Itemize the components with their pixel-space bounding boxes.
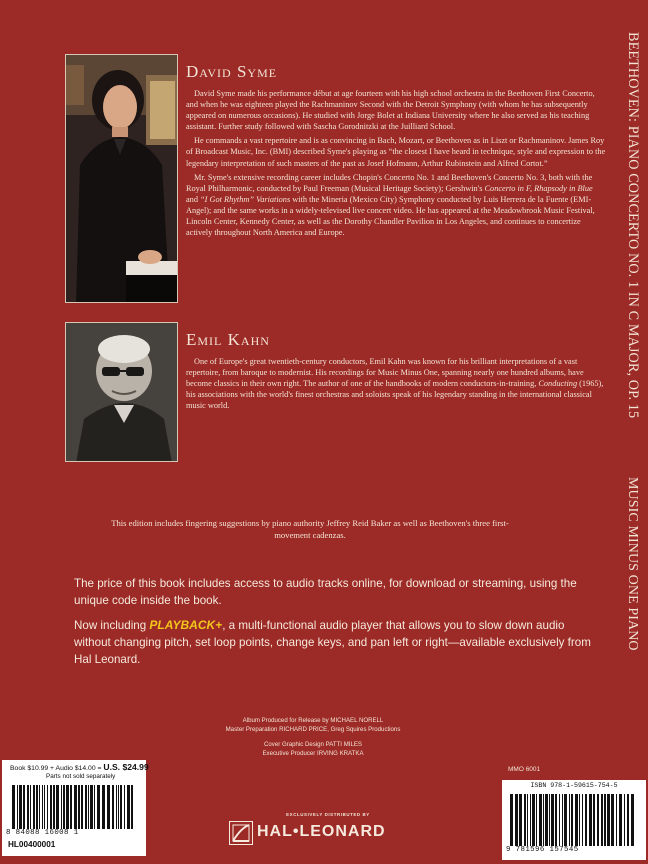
emil-kahn-name: Emil Kahn [186,330,270,349]
barcode-bar [56,785,59,829]
barcode-bar [527,794,528,846]
price-breakdown: Book $10.99 + Audio $14.00 = [10,765,104,772]
barcode-bar [607,794,610,846]
barcode-bar [589,794,592,846]
barcode-bar [66,785,69,829]
barcode-bar [127,785,130,829]
barcode-bar [545,794,548,846]
price-line [10,762,149,772]
barcode-bar [47,785,48,829]
barcode-bar [107,785,110,829]
hal-leonard-name: HAL•LEONARD [257,823,386,840]
price-note: Parts not sold separately [46,773,116,780]
barcode-bar [564,794,567,846]
barcode-bar [78,785,80,829]
barcode-bar [559,794,560,846]
barcode-bar [601,794,603,846]
barcode-bar [627,794,629,846]
barcode-bar [17,785,18,829]
barcode-bar [44,785,45,829]
promo-paragraph-1: The price of this book includes access to audio tracks online, for download or streaming, using the unique code inside the book. [74,577,577,607]
barcode-bar [631,794,634,846]
syme-p3-text-b: and [186,194,201,204]
barcode-bar [582,794,583,846]
promo-paragraph-2 [74,617,594,668]
distributor-label: EXCLUSIVELY DISTRIBUTED BY [286,812,370,817]
syme-paragraph-2: He commands a vast repertoire and is as convincing in Bach, Mozart, or Beethoven as in Liszt or Rachmaninov. James Roy of Broadcast Music, Inc. (BMI) described Syme's playing as “the closest I have heard in technique, style and expression to the legendary interpretation of such masters of the past as Josef Hofmann, Arthur Rubinstein and Alfred Cortot.” [186,136,606,168]
barcode-bar [94,785,95,829]
emil-kahn-photo [65,322,178,462]
emil-kahn-section [186,330,606,414]
barcode-bar [539,794,542,846]
upc-digits: 8 84088 16008 1 [6,829,79,837]
kahn-italic: Conducting [538,379,578,389]
spine-title: BEETHOVEN: PIANO CONCERTO NO. 1 IN C MAJOR, OP. 15 [625,32,641,419]
barcode-bar [593,794,595,846]
syme-p3-italic-2: “I Got Rhythm” Variations [200,194,291,204]
barcode-bar [510,794,513,846]
barcode-bar [97,785,100,829]
barcode-bar [118,785,119,829]
barcode-bar [90,785,93,829]
barcode-bar [74,785,77,829]
barcode-bar [555,794,557,846]
syme-p3-text-c: with the Mineria (Mexico City) Symphony conducted by Luis Herrera de la Fuente (EMI-Angel); and the same works in a widely-televised live concert video. He has appeared at the Meadowbrook Music Festival, Lincoln Center, Kennedy Center, as well as the Dorothy Chandler Pavilion in Los Angeles, and continues to concertize actively throughout North America and Europe. [186,194,595,238]
edition-note: This edition includes fingering suggestions by piano authority Jeffrey Reid Baker as well as Beethoven's three first-movement cadenzas. [111,518,509,540]
hl-code: HL00400001 [8,840,56,849]
barcode-bar [611,794,614,846]
syme-p3-italic-1: Concerto in F, Rhapsody in Blue [484,183,593,193]
barcode-bar [616,794,617,846]
barcode-bar [549,794,550,846]
barcode-bar [33,785,35,829]
david-syme-bio [186,88,606,238]
hal-leonard-mark-icon [229,821,253,845]
syme-paragraph-1: David Syme made his performance début at age fourteen with his high school orchestra in the Beethoven First Concerto, and when he was eighteen played the Rachmaninov Second with the Detroit Symphony (with whom he has subsequently appeared on numerous occasions). He studied with Jorge Bolet at Indiana University where he also served as his teaching assistant. Further study followed with Sascha Gorodnitzki at the Juilliard School. [186,89,595,132]
barcode-bar [569,794,570,846]
barcode-bar [585,794,587,846]
barcode-bar [524,794,526,846]
isbn-digits: 9 781596 157545 [506,846,579,854]
david-syme-photo [65,54,178,303]
production-credits [178,716,448,758]
barcode-bar [575,794,578,846]
barcode-bar [12,785,15,829]
barcode-bar [19,785,22,829]
isbn-barcode [510,794,638,846]
syme-p3-text-a: Mr. Syme's extensive recording career includes Chopin's Concerto No. 1 and Beethoven's Concerto No. 3, both with the Royal Philharmonic, conducted by Paul Freeman (Musical Heritage Society); Gershwin's [186,172,593,193]
barcode-bar [81,785,83,829]
barcode-bar [597,794,599,846]
barcode-bar [604,794,606,846]
barcode-bar [624,794,625,846]
barcode-bar [102,785,105,829]
barcode-bar [536,794,537,846]
david-syme-section [186,62,606,241]
barcode-bar [515,794,518,846]
barcode-bar [116,785,117,829]
barcode-bar [70,785,72,829]
barcode-bar [27,785,29,829]
playback-plus-logo: PLAYBACK+ [149,618,223,632]
barcode-bar [50,785,52,829]
credit-master-preparation: Master Preparation RICHARD PRICE, Greg Squires Productions [225,726,401,733]
credit-executive-producer: Executive Producer IRVING KRATKA [262,750,364,757]
barcode-bar [530,794,531,846]
barcode-bar [53,785,55,829]
barcode-bar [551,794,554,846]
barcode-bar [571,794,573,846]
barcode-bar [85,785,87,829]
audio-promo [74,575,594,676]
barcode-bar [124,785,125,829]
barcode-bar [131,785,133,829]
catalog-number: MMO 6001 [508,766,541,773]
barcode-bar [120,785,122,829]
emil-kahn-bio [186,356,606,411]
kahn-paragraph [186,356,606,411]
barcode-bar [519,794,522,846]
barcode-bar [42,785,43,829]
upc-barcode [12,785,136,829]
barcode-bar [88,785,89,829]
syme-paragraph-3 [186,172,606,239]
promo-text-a: Now including [74,619,150,632]
barcode-bar [63,785,65,829]
david-syme-name: David Syme [186,62,278,81]
kahn-text-a: One of Europe's great twentieth-century conductors, Emil Kahn was known for his brilliant interpretations of a vast repertoire, from baroque to modernist. His recordings for Music Minus One, spanning nearly one hundred albums, have become classics in their own right. The author of one of the handbooks of modern conductors-in-training, [186,357,584,389]
upc-barcode-box [2,760,149,856]
barcode-bar [562,794,563,846]
barcode-bar [619,794,622,846]
spine-series: MUSIC MINUS ONE PIANO [625,477,640,651]
promo-text-b: , a multi-functional audio player that allows you to slow down audio without changing pitch, set loop points, change keys, and pan left or right—available exclusively from Hal Leonard. [74,619,591,666]
barcode-bar [36,785,38,829]
hal-leonard-logo [229,820,429,846]
isbn-label: ISBN 978-1-59615-754-5 [530,782,618,789]
price-total: U.S. $24.99 [103,762,149,772]
barcode-bar [30,785,31,829]
barcode-bar [39,785,40,829]
spine [622,32,646,672]
barcode-bar [112,785,114,829]
credit-cover-design: Cover Graphic Design PATTI MILES [264,741,362,748]
barcode-bar [61,785,62,829]
barcode-bar [543,794,544,846]
isbn-barcode-box [502,780,646,860]
kahn-text-b: (1965), his associations with the world's finest orchestras and soloists speak of his legendary standing in the international classical music world. [186,379,604,411]
barcode-bar [23,785,25,829]
barcode-bar [532,794,535,846]
credit-producer: Album Produced for Release by MICHAEL NORELL [242,717,384,724]
barcode-bar [579,794,580,846]
